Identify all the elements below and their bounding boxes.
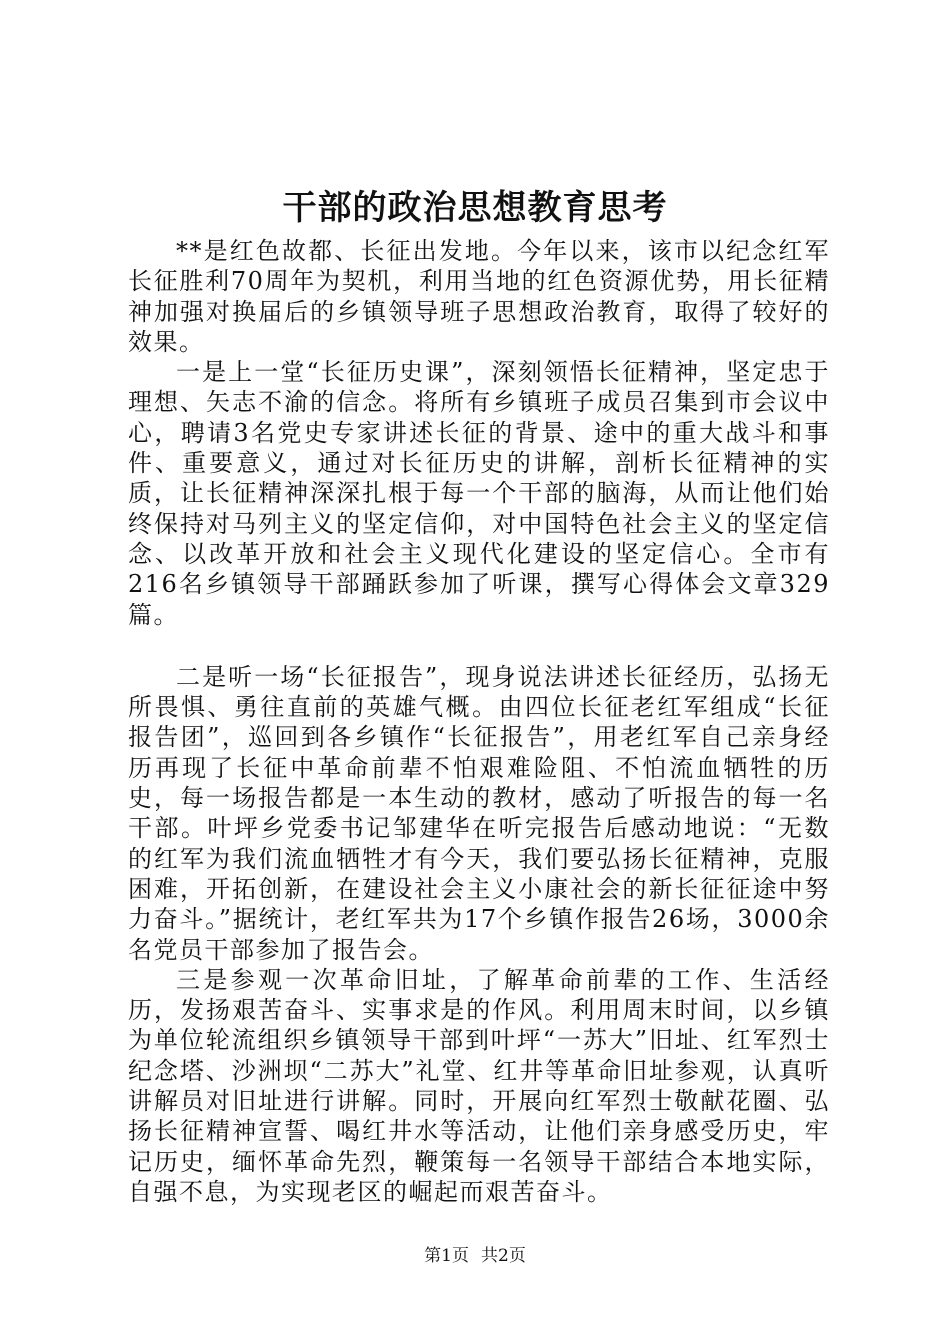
document-title: 干部的政治思想教育思考 bbox=[282, 188, 668, 228]
page-footer bbox=[0, 1245, 950, 1267]
page-total: 共2页 bbox=[481, 1246, 526, 1266]
page-number: 第1页 bbox=[424, 1246, 469, 1266]
paragraph-intro: **是红色故都、长征出发地。今年以来，该市以纪念红军长征胜利70周年为契机，利用当地的红色资源优势，用长征精神加强对换届后的乡镇领导班子思想政治教育，取得了较好的效果。 bbox=[128, 237, 830, 356]
paragraph-site-visit: 三是参观一次革命旧址，了解革命前辈的工作、生活经历，发扬艰苦奋斗、实事求是的作风。利用周末时间，以乡镇为单位轮流组织乡镇领导干部到叶坪“一苏大”旧址、红军烈士纪念塔、沙洲坝“二苏大”礼堂、红井等革命旧址参观，认真听讲解员对旧址进行讲解。同时，开展向红军烈士敬献花圈、弘扬长征精神宣誓、喝红井水等活动，让他们亲身感受历史，牢记历史，缅怀革命先烈，鞭策每一名领导干部结合本地实际，自强不息，为实现老区的崛起而艰苦奋斗。 bbox=[128, 965, 830, 1206]
paragraph-history-lesson: 一是上一堂“长征历史课”，深刻领悟长征精神，坚定忠于理想、矢志不渝的信念。将所有乡镇班子成员召集到市会议中心，聘请3名党史专家讲述长征的背景、途中的重大战斗和事件、重要意义，通过对长征历史的讲解，剖析长征精神的实质，让长征精神深深扎根于每一个干部的脑海，从而让他们始终保持对马列主义的坚定信仰，对中国特色社会主义的坚定信念、以改革开放和社会主义现代化建设的坚定信心。全市有216名乡镇领导干部踊跃参加了听课，撰写心得体会文章329篇。 bbox=[128, 358, 830, 629]
document-body bbox=[128, 236, 830, 1207]
paragraph-report: 二是听一场“长征报告”，现身说法讲述长征经历，弘扬无所畏惧、勇往直前的英雄气概。由四位长征老红军组成“长征报告团”，巡回到各乡镇作“长征报告”，用老红军自己亲身经历再现了长征中革命前辈不怕艰难险阻、不怕流血牺牲的历史，每一场报告都是一本生动的教材，感动了听报告的每一名干部。叶坪乡党委书记邹建华在听完报告后感动地说：“无数的红军为我们流血牺牲才有今天，我们要弘扬长征精神，克服困难，开拓创新，在建设社会主义小康社会的新长征征途中努力奋斗。”据统计，老红军共为17个乡镇作报告26场，3000余名党员干部参加了报告会。 bbox=[128, 662, 830, 964]
